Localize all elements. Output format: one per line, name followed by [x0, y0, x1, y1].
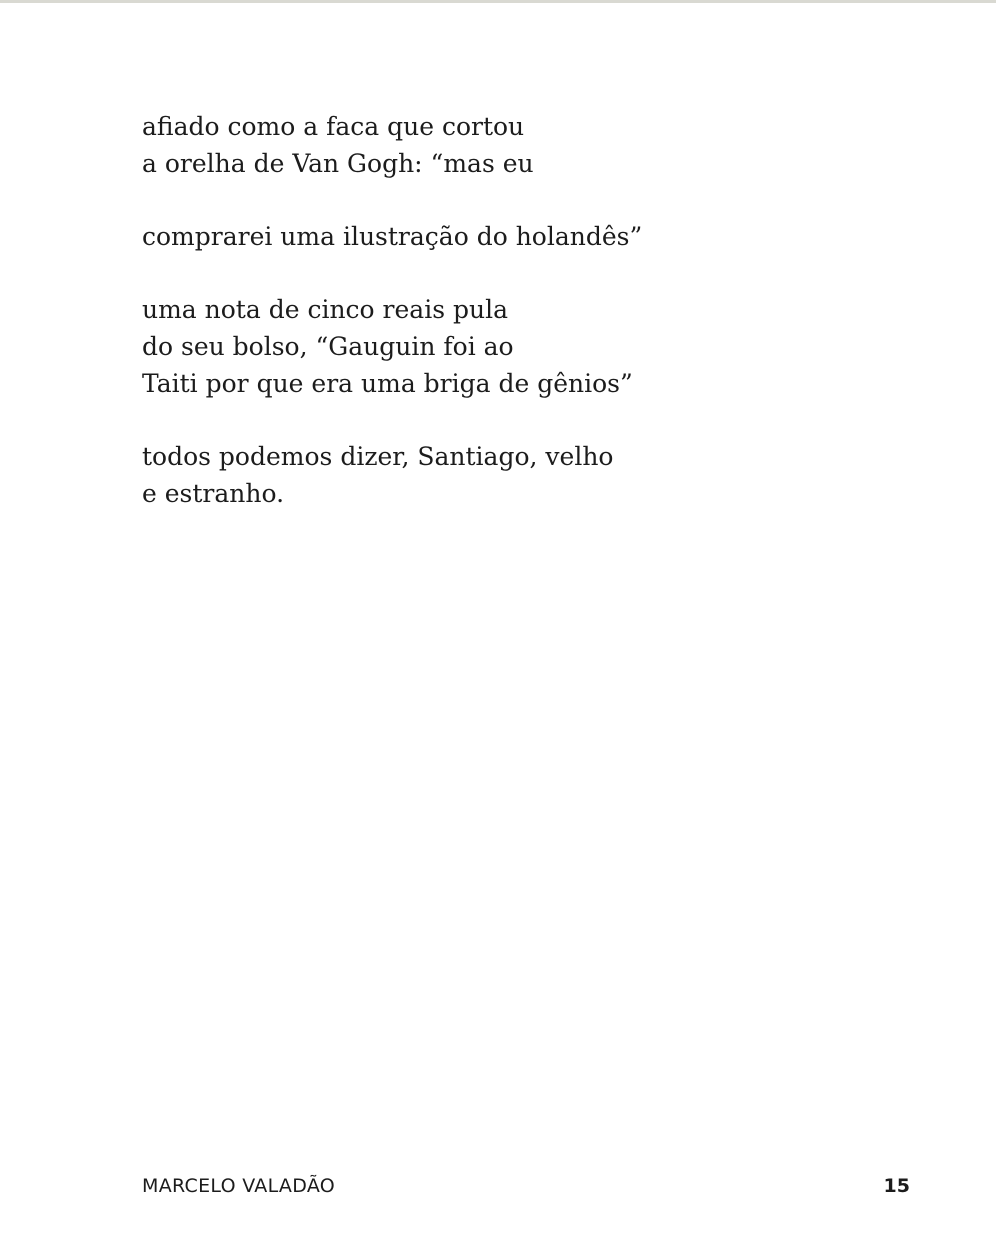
stanza [142, 108, 742, 182]
poem-body [142, 108, 742, 548]
poem-line: comprarei uma ilustração do holandês” [142, 222, 643, 251]
author-name: MARCELO VALADÃO [142, 1175, 336, 1197]
stanza [142, 291, 742, 402]
poem-line: uma nota de cinco reais pula [142, 295, 508, 324]
stanza [142, 218, 742, 255]
poem-line: Taiti por que era uma briga de gênios” [142, 369, 633, 398]
poem-line: todos podemos dizer, Santiago, velho [142, 442, 614, 471]
stanza [142, 438, 742, 512]
poem-line: do seu bolso, “Gauguin foi ao [142, 332, 514, 361]
poem-line: afiado como a faca que cortou [142, 112, 525, 141]
poem-line: e estranho. [142, 479, 285, 508]
poem-line: a orelha de Van Gogh: “mas eu [142, 149, 534, 178]
top-border [0, 0, 996, 3]
page-number: 15 [883, 1175, 910, 1197]
page-footer [142, 1175, 910, 1201]
